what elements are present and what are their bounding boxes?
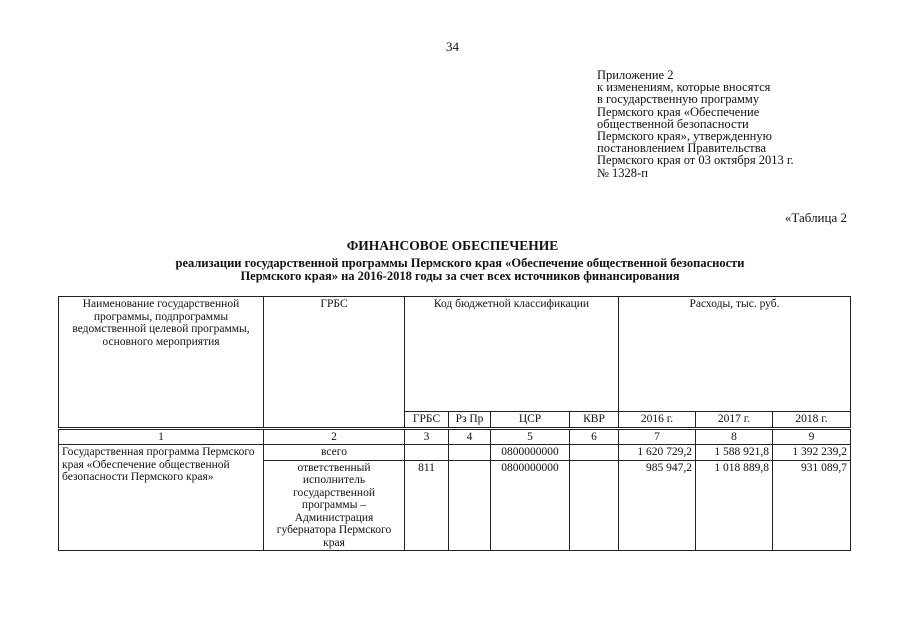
row-kvr: [570, 445, 619, 461]
subheader-rzpr: Рз Пр: [449, 412, 491, 429]
column-number: 9: [773, 428, 851, 445]
header-grbs: ГРБС: [264, 297, 405, 429]
appendix-line: Приложение 2: [597, 68, 674, 82]
column-number: 2: [264, 428, 405, 445]
appendix-line: Пермского края», утвержденную: [597, 129, 772, 144]
page-number: 34: [446, 39, 459, 54]
appendix-line: постановлением Правительства: [597, 141, 767, 156]
column-number: 7: [619, 428, 696, 445]
program-name: Государственная программа Пермского края «Обеспечение общественной безопасности Пермского края»: [59, 445, 264, 551]
header-budget-code: Код бюджетной классификации: [405, 297, 619, 412]
row-csr: 0800000000: [491, 445, 570, 461]
column-number: 8: [696, 428, 773, 445]
row-grbs-code: 811: [405, 460, 449, 551]
header-row: [59, 297, 851, 412]
appendix-line: Пермского края «Обеспечение: [597, 104, 760, 119]
column-number: 4: [449, 428, 491, 445]
column-number: 5: [491, 428, 570, 445]
row-grbs-label: всего: [264, 445, 405, 461]
column-number: 1: [59, 428, 264, 445]
appendix-line: в государственную программу: [597, 92, 760, 107]
row-grbs-label: ответственный исполнитель государственной программы – Администрация губернатора Пермского края: [264, 460, 405, 551]
appendix-line: общественной безопасности: [597, 116, 749, 131]
header-expenses: Расходы, тыс. руб.: [619, 297, 851, 412]
row-rzpr: [449, 460, 491, 551]
subheader-2016: 2016 г.: [619, 412, 696, 429]
row-value-2017: 1 588 921,8: [696, 445, 773, 461]
subtitle-line: реализации государственной программы Пермского края «Обеспечение общественной безопасности: [175, 256, 745, 270]
row-value-2016: 1 620 729,2: [619, 445, 696, 461]
row-grbs-code: [405, 445, 449, 461]
row-value-2018: 931 089,7: [773, 460, 851, 551]
subtitle-line: Пермского края» на 2016-2018 годы за счет всех источников финансирования: [240, 269, 680, 283]
appendix-line: № 1328-п: [597, 165, 648, 180]
column-number: 3: [405, 428, 449, 445]
appendix-line: Пермского края от 03 октября 2013 г.: [597, 153, 794, 168]
document-title: ФИНАНСОВОЕ ОБЕСПЕЧЕНИЕ: [346, 238, 559, 253]
column-number-row: [59, 428, 851, 445]
appendix-note: [597, 69, 897, 179]
row-value-2018: 1 392 239,2: [773, 445, 851, 461]
row-value-2016: 985 947,2: [619, 460, 696, 551]
header-name: Наименование государственной программы, подпрограммы ведомственной целевой программы, основного мероприятия: [59, 297, 264, 429]
subheader-grbs: ГРБС: [405, 412, 449, 429]
appendix-line: к изменениям, которые вносятся: [597, 80, 771, 95]
table-row: [59, 445, 851, 461]
financing-table: [58, 296, 851, 551]
column-number: 6: [570, 428, 619, 445]
subheader-2017: 2017 г.: [696, 412, 773, 429]
subheader-csr: ЦСР: [491, 412, 570, 429]
row-kvr: [570, 460, 619, 551]
document-subtitle: [100, 257, 820, 283]
row-rzpr: [449, 445, 491, 461]
subheader-kvr: КВР: [570, 412, 619, 429]
table-label: «Таблица 2: [784, 210, 847, 225]
row-csr: 0800000000: [491, 460, 570, 551]
row-value-2017: 1 018 889,8: [696, 460, 773, 551]
subheader-2018: 2018 г.: [773, 412, 851, 429]
